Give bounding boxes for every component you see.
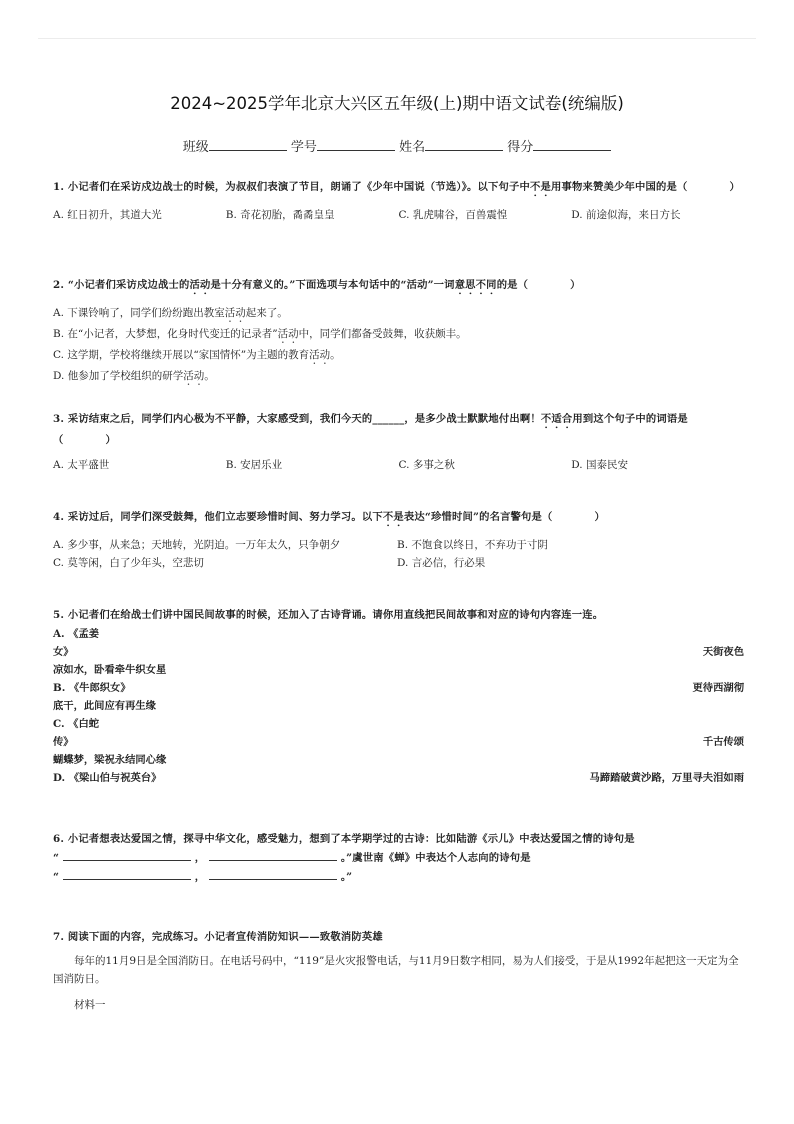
reading-paragraph: 每年的11月9日是全国消防日。在电话号码中，“119”是火灾报警电话，与11月9日数字相同，易为人们接受，于是从1992年起把这一天定为全国消防日。 [53, 955, 739, 985]
answer-blank-3[interactable] [63, 867, 191, 880]
match-row [53, 751, 744, 769]
student-info-line [0, 136, 794, 155]
match-right[interactable]: 更待西湖彻 [692, 682, 744, 694]
question-1-options [53, 206, 744, 224]
name-blank[interactable] [425, 138, 503, 151]
question-5-stem: 5. 小记者们在给战士们讲中国民间故事的时候，还加入了古诗背诵。请你用直线把民间故事和对应的诗句内容连一连。 [53, 609, 604, 621]
match-row [53, 625, 744, 643]
question-3-options [53, 456, 744, 474]
question-4 [53, 508, 744, 572]
question-6-stem: 6. 小记者想表达爱国之情，探寻中华文化，感受魅力，想到了本学期学过的古诗：比如陆游《示儿》中表达爱国之情的诗句是 [53, 833, 635, 845]
name-label: 姓名 [399, 140, 426, 155]
match-right[interactable]: 天街夜色 [702, 646, 744, 658]
option-c[interactable]: C. 莫等闲，白了少年头，空悲切 [53, 557, 204, 569]
option-c[interactable]: C. 乳虎啸谷，百兽震惶 [398, 209, 508, 221]
number-blank[interactable] [317, 138, 395, 151]
option-a[interactable]: A. 下课铃响了，同学们纷纷跑出教室活动起来了。 [53, 307, 288, 319]
question-6 [53, 830, 744, 886]
answer-blank-2[interactable] [209, 848, 337, 861]
question-5 [53, 606, 744, 787]
option-a[interactable]: A. 多少事，从来急；天地转，光阴迫。一万年太久，只争朝夕 [53, 539, 341, 551]
match-left[interactable]: D. 《梁山伯与祝英台》 [53, 772, 162, 784]
question-4-options [53, 536, 744, 572]
number-label: 学号 [290, 140, 317, 155]
option-b[interactable]: B. 奇花初胎，矞矞皇皇 [225, 209, 335, 221]
class-label: 班级 [182, 140, 209, 155]
match-left[interactable]: 蝴蝶梦，梁祝永结同心缘 [53, 754, 167, 766]
question-4-stem: 4. 采访过后，同学们深受鼓舞，他们立志要珍惜时间、努力学习。以下不是表达“珍惜时间”的名言警句是（ ） [53, 511, 606, 523]
question-2-stem: 2. “小记者们采访戍边战士的活动是十分有意义的。”下面选项与本句话中的“活动”一词意思不同的是（ ） [53, 279, 581, 291]
question-1-stem: 1. 小记者们在采访戍边战士的时候，为叔叔们表演了节目，朗诵了《少年中国说（节选）》。以下句子中不是用事物来赞美少年中国的是（ ） [53, 181, 740, 193]
match-row [53, 715, 744, 733]
material-label: 材料一 [74, 999, 106, 1011]
option-c[interactable]: C. 多事之秋 [398, 459, 455, 471]
question-6-line-2: “ ， 。” [53, 867, 744, 886]
question-3 [53, 410, 744, 474]
option-b[interactable]: B. 在“小记者，大梦想，化身时代变迁的记录者”活动中，同学们都备受鼓舞，收获颇丰。 [53, 328, 467, 340]
match-row [53, 733, 744, 751]
match-row [53, 697, 744, 715]
match-right[interactable]: 千古传颂 [702, 736, 744, 748]
option-d[interactable]: D. 前途似海，来日方长 [571, 209, 681, 221]
option-d[interactable]: D. 他参加了学校组织的研学活动。 [53, 370, 215, 382]
match-row [53, 769, 744, 787]
option-c[interactable]: C. 这学期，学校将继续开展以“家国情怀”为主题的教育活动。 [53, 349, 341, 361]
question-1 [53, 178, 744, 224]
match-left[interactable]: B. 《牛郎织女》 [53, 682, 131, 694]
match-left[interactable]: 女》 [53, 646, 74, 658]
match-left[interactable]: A. 《孟姜 [53, 628, 100, 640]
option-b[interactable]: B. 不饱食以终日，不弃功于寸阴 [397, 539, 548, 551]
match-left[interactable]: C. 《白蛇 [53, 718, 100, 730]
match-row [53, 679, 744, 697]
page-title: 2024~2025学年北京大兴区五年级(上)期中语文试卷(统编版) [170, 94, 624, 113]
class-blank[interactable] [209, 138, 287, 151]
question-2-options [53, 304, 744, 388]
header-rule [38, 38, 756, 39]
match-row [53, 643, 744, 661]
match-left[interactable]: 传》 [53, 736, 74, 748]
match-left[interactable]: 底干，此间应有再生缘 [53, 700, 156, 712]
option-a[interactable]: A. 红日初升，其道大光 [53, 209, 162, 221]
answer-blank-4[interactable] [209, 867, 337, 880]
match-left[interactable]: 凉如水，卧看牵牛织女星 [53, 664, 167, 676]
question-3-stem: 3. 采访结束之后，同学们内心极为不平静，大家感受到，我们今天的______，是多少战士默默地付出啊！不适合用到这个句子中的词语是（ ） [53, 413, 688, 446]
option-d[interactable]: D. 国泰民安 [571, 459, 628, 471]
question-7-stem: 7. 阅读下面的内容，完成练习。小记者宣传消防知识——致敬消防英雄 [53, 931, 383, 943]
option-d[interactable]: D. 言必信，行必果 [397, 557, 486, 569]
match-row [53, 661, 744, 679]
score-label: 得分 [507, 140, 534, 155]
option-a[interactable]: A. 太平盛世 [53, 459, 110, 471]
question-2 [53, 276, 744, 388]
question-6-line-1: “ ， 。”虞世南《蝉》中表达个人志向的诗句是 [53, 848, 744, 867]
answer-blank-1[interactable] [63, 848, 191, 861]
score-blank[interactable] [533, 138, 611, 151]
match-right[interactable]: 马蹄踏破黄沙路，万里寻夫泪如雨 [589, 772, 744, 784]
matching-list [53, 625, 744, 787]
option-b[interactable]: B. 安居乐业 [225, 459, 283, 471]
question-7 [53, 928, 744, 1014]
